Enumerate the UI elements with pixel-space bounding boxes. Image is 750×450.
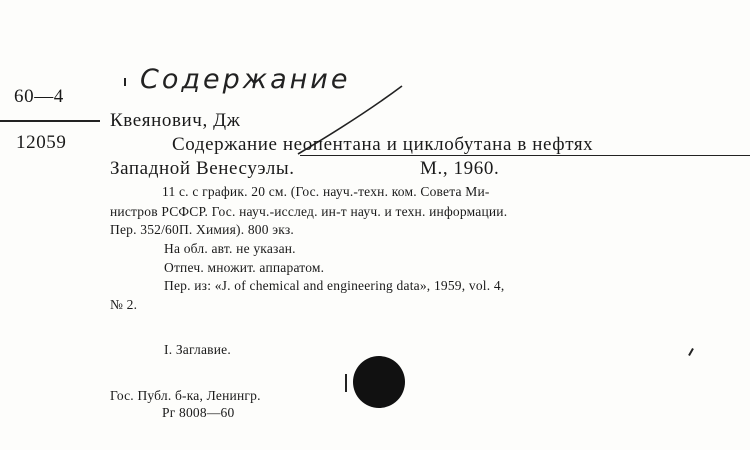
description-line-3: Пер. 352/60П. Химия). 800 экз. <box>110 222 294 237</box>
note-3-continued: № 2. <box>110 297 138 312</box>
subject-heading: I. Заглавие. <box>164 342 231 357</box>
shelf-mark: 60—4 <box>14 86 64 107</box>
library-code: Рг 8008—60 <box>162 405 235 420</box>
note-2: Отпеч. множит. аппаратом. <box>164 260 325 275</box>
note-3: Пер. из: «J. of chemical and engineering data», 1959, vol. 4, <box>164 278 505 293</box>
description-line-1: 11 с. с график. 20 см. (Гос. науч.-техн. ком. Совета Ми- <box>162 184 490 199</box>
header-rule <box>0 120 100 122</box>
title-underline <box>300 155 750 156</box>
tick-mark <box>124 78 126 86</box>
note-1: На обл. авт. не указан. <box>164 241 296 256</box>
stray-mark <box>688 348 694 356</box>
library-name: Гос. Публ. б-ка, Ленингр. <box>110 388 261 403</box>
punch-hole <box>353 356 405 408</box>
handwritten-heading: Содержание <box>140 64 351 95</box>
inventory-number: 12059 <box>16 132 67 153</box>
title-line-2b: М., 1960. <box>420 158 500 179</box>
description-line-2: нистров РСФСР. Гос. науч.-исслед. ин-т науч. и техн. информации. <box>110 204 508 219</box>
title-line-2a: Западной Венесуэлы. <box>110 158 295 179</box>
punch-edge-mark <box>345 374 347 392</box>
title-line-1: Содержание неопентана и циклобутана в нефтях <box>172 134 594 155</box>
author-name: Квеянович, Дж <box>110 110 241 131</box>
